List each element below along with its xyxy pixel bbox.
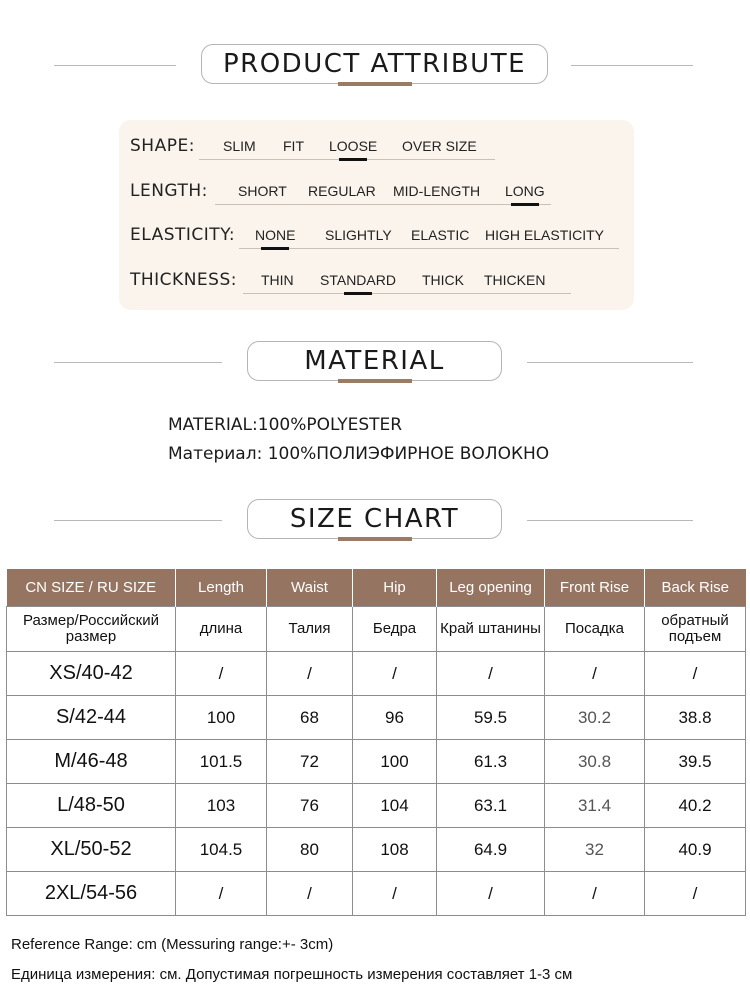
table-cell: 39.5 <box>645 740 746 784</box>
table-cell: XL/50-52 <box>7 828 176 872</box>
table-cell: 100 <box>353 740 437 784</box>
table-cell: L/48-50 <box>7 784 176 828</box>
attribute-option-selected: LOOSE <box>329 138 377 154</box>
attribute-option: SLIM <box>223 138 256 154</box>
attribute-option-selected: LONG <box>505 183 545 199</box>
section-title-text: SIZE CHART <box>289 504 460 534</box>
table-cell: 31.4 <box>545 784 645 828</box>
column-header: Leg opening <box>437 569 545 607</box>
attribute-baseline <box>215 204 551 205</box>
table-row <box>7 784 746 828</box>
table-cell: / <box>545 872 645 916</box>
table-cell: 63.1 <box>437 784 545 828</box>
table-row <box>7 828 746 872</box>
table-row <box>7 740 746 784</box>
section-title-attribute <box>201 44 548 84</box>
table-cell: Талия <box>267 607 353 652</box>
table-cell: / <box>267 872 353 916</box>
column-header: Hip <box>353 569 437 607</box>
selected-marker <box>261 247 289 250</box>
table-cell: / <box>645 652 746 696</box>
attribute-option: MID-LENGTH <box>393 183 481 199</box>
table-row <box>7 696 746 740</box>
section-header-size-chart <box>0 499 750 543</box>
divider-line <box>527 362 693 363</box>
material-english: MATERIAL:100%POLYESTER <box>168 415 403 435</box>
table-cell: 61.3 <box>437 740 545 784</box>
section-title-text: PRODUCT ATTRIBUTE <box>222 49 527 79</box>
attribute-row-length <box>119 177 634 207</box>
divider-line <box>571 65 693 66</box>
column-header: Back Rise <box>645 569 746 607</box>
section-header-attribute <box>0 44 750 88</box>
divider-line <box>54 362 222 363</box>
table-header-row <box>7 569 746 607</box>
table-cell: / <box>545 652 645 696</box>
table-cell: 80 <box>267 828 353 872</box>
attribute-option-selected: STANDARD <box>320 272 396 288</box>
column-header: Waist <box>267 569 353 607</box>
table-cell: M/46-48 <box>7 740 176 784</box>
attribute-panel <box>119 120 634 310</box>
table-cell: длина <box>176 607 267 652</box>
table-cell: 101.5 <box>176 740 267 784</box>
table-cell: Посадка <box>545 607 645 652</box>
table-cell: S/42-44 <box>7 696 176 740</box>
table-cell: / <box>353 872 437 916</box>
table-row <box>7 652 746 696</box>
table-cell: / <box>645 872 746 916</box>
attribute-option: SLIGHTLY <box>325 227 392 243</box>
footnote-russian: Единица измерения: см. Допустимая погрешность измерения составляет 1-3 см <box>11 966 573 983</box>
table-cell: / <box>353 652 437 696</box>
table-cell: 76 <box>267 784 353 828</box>
table-cell: 64.9 <box>437 828 545 872</box>
section-title-size-chart <box>247 499 502 539</box>
table-cell: 38.8 <box>645 696 746 740</box>
table-cell: 30.2 <box>545 696 645 740</box>
attribute-option: THICK <box>422 272 464 288</box>
attribute-option: FIT <box>283 138 304 154</box>
attribute-option: OVER SIZE <box>402 138 477 154</box>
table-cell: 40.9 <box>645 828 746 872</box>
attribute-label: LENGTH: <box>130 181 208 201</box>
table-cell: Бедра <box>353 607 437 652</box>
table-row <box>7 872 746 916</box>
table-cell: XS/40-42 <box>7 652 176 696</box>
size-chart-table <box>6 569 746 916</box>
footnote-english: Reference Range: cm (Messuring range:+- 3cm) <box>11 936 334 953</box>
table-cell: 68 <box>267 696 353 740</box>
attribute-option: HIGH ELASTICITY <box>485 227 605 243</box>
attribute-option: REGULAR <box>308 183 376 199</box>
table-cell: 59.5 <box>437 696 545 740</box>
divider-line <box>54 520 222 521</box>
selected-marker <box>339 158 367 161</box>
attribute-row-thickness <box>119 266 634 296</box>
divider-line <box>527 520 693 521</box>
table-cell: 108 <box>353 828 437 872</box>
attribute-option-selected: NONE <box>255 227 295 243</box>
table-cell: обратный подъем <box>645 607 746 652</box>
accent-bar <box>338 537 412 541</box>
column-header: Front Rise <box>545 569 645 607</box>
table-cell: 104.5 <box>176 828 267 872</box>
table-cell: 104 <box>353 784 437 828</box>
attribute-option: ELASTIC <box>411 227 470 243</box>
table-cell: 32 <box>545 828 645 872</box>
attribute-option: SHORT <box>238 183 287 199</box>
attribute-label: SHAPE: <box>130 136 195 156</box>
accent-bar <box>338 82 412 86</box>
attribute-row-shape <box>119 132 634 162</box>
table-cell: 96 <box>353 696 437 740</box>
attribute-baseline <box>243 293 571 294</box>
table-cell: Размер/Российский размер <box>7 607 176 652</box>
table-cell: 103 <box>176 784 267 828</box>
section-header-material <box>0 341 750 385</box>
selected-marker <box>511 203 539 206</box>
table-cell: / <box>437 872 545 916</box>
column-header: CN SIZE / RU SIZE <box>7 569 176 607</box>
column-header: Length <box>176 569 267 607</box>
section-title-material <box>247 341 502 381</box>
table-cell: / <box>176 872 267 916</box>
table-cell: Край штанины <box>437 607 545 652</box>
attribute-label: ELASTICITY: <box>130 225 236 245</box>
table-cell: 2XL/54-56 <box>7 872 176 916</box>
table-cell: 30.8 <box>545 740 645 784</box>
attribute-option: THICKEN <box>484 272 546 288</box>
material-russian: Материал: 100%ПОЛИЭФИРНОЕ ВОЛОКНО <box>168 444 550 464</box>
table-cell: / <box>437 652 545 696</box>
table-cell: 72 <box>267 740 353 784</box>
attribute-label: THICKNESS: <box>130 270 237 290</box>
table-cell: 100 <box>176 696 267 740</box>
selected-marker <box>344 292 372 295</box>
divider-line <box>54 65 176 66</box>
table-cell: / <box>267 652 353 696</box>
table-cell: / <box>176 652 267 696</box>
table-subheader-row <box>7 607 746 652</box>
attribute-row-elasticity <box>119 221 634 251</box>
accent-bar <box>338 379 412 383</box>
table-cell: 40.2 <box>645 784 746 828</box>
attribute-baseline <box>239 248 619 249</box>
section-title-text: MATERIAL <box>304 346 445 376</box>
attribute-option: THIN <box>261 272 294 288</box>
